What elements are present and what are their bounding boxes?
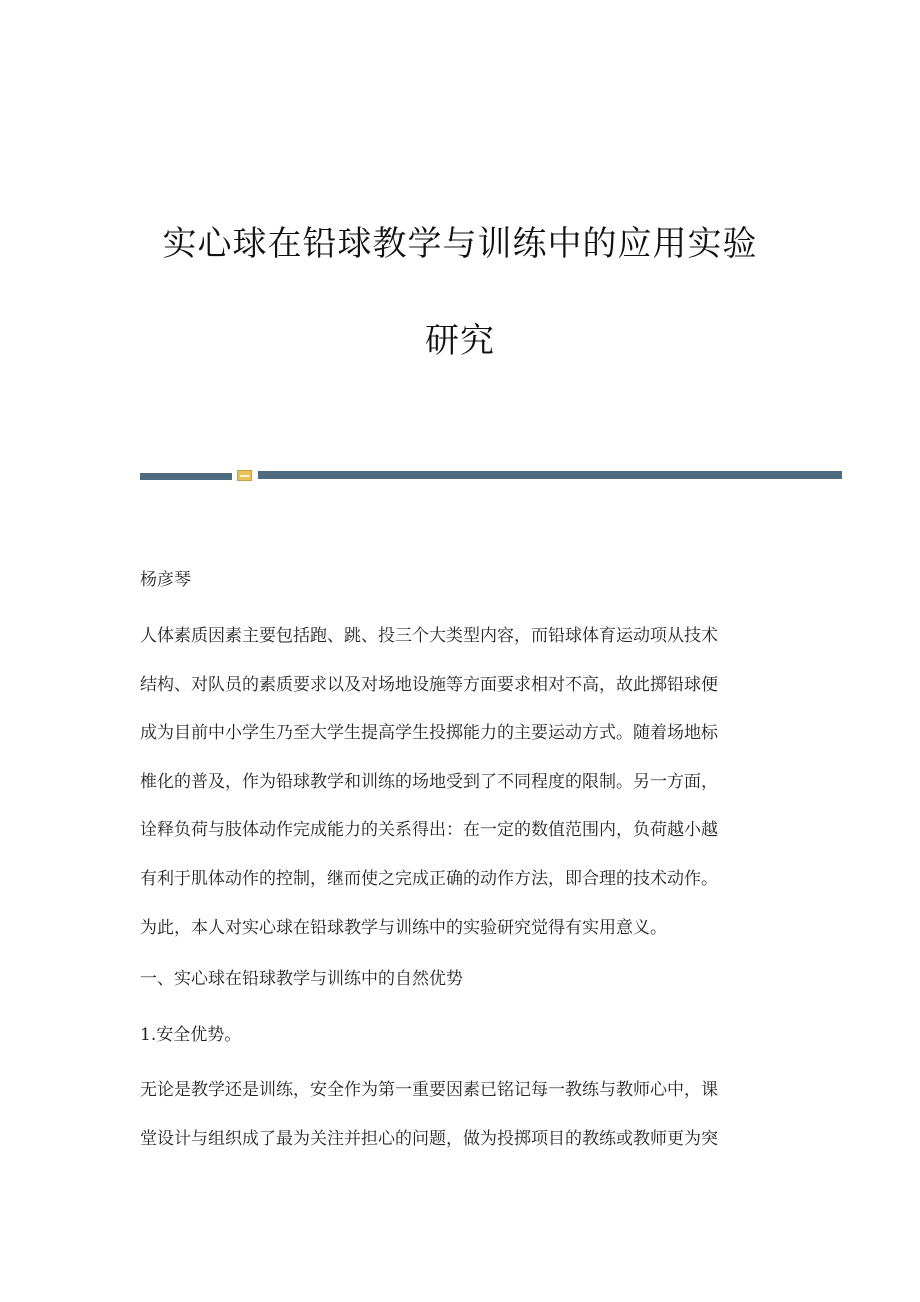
paragraph-line: 椎化的普及，作为铅球教学和训练的场地受到了不同程度的限制。另一方面， <box>140 771 718 792</box>
section-heading: 一、实心球在铅球教学与训练中的自然优势 <box>140 969 463 989</box>
divider-bar-right <box>258 471 842 479</box>
title-line-1: 实心球在铅球教学与训练中的应用实验 <box>162 224 758 264</box>
paragraph-line: 为此，本人对实心球在铅球教学与训练中的实验研究觉得有实用意义。 <box>140 917 667 938</box>
paragraph-line: 诠释负荷与肢体动作完成能力的关系得出：在一定的数值范围内，负荷越小越 <box>140 820 718 841</box>
title-line-2: 研究 <box>425 321 495 361</box>
paragraph-line: 无论是教学还是训练，安全作为第一重要因素已铭记每一教练与教师心中，课 <box>140 1080 718 1100</box>
paragraph-line: 堂设计与组织成了最为关注并担心的问题，做为投掷项目的教练或教师更为突 <box>140 1128 718 1149</box>
paragraph-line: 人体素质因素主要包括跑、跳、投三个大类型内容，而铅球体育运动项从技术 <box>140 626 718 646</box>
paragraph-line: 有利于肌体动作的控制，继而使之完成正确的动作方法，即合理的技术动作。 <box>140 868 718 889</box>
safety-paragraph <box>140 1066 780 1163</box>
paragraph-line: 结构、对队员的素质要求以及对场地设施等方面要求相对不高，故此掷铅球便 <box>140 674 718 695</box>
title-divider <box>140 470 842 484</box>
intro-paragraph <box>140 612 780 952</box>
author-name: 杨彦琴 <box>140 570 191 590</box>
divider-mark-icon <box>237 470 252 481</box>
subsection-heading: 1.安全优势。 <box>140 1025 242 1045</box>
divider-bar-left <box>140 473 232 480</box>
paragraph-line: 成为目前中小学生乃至大学生提高学生投掷能力的主要运动方式。随着场地标 <box>140 723 718 744</box>
